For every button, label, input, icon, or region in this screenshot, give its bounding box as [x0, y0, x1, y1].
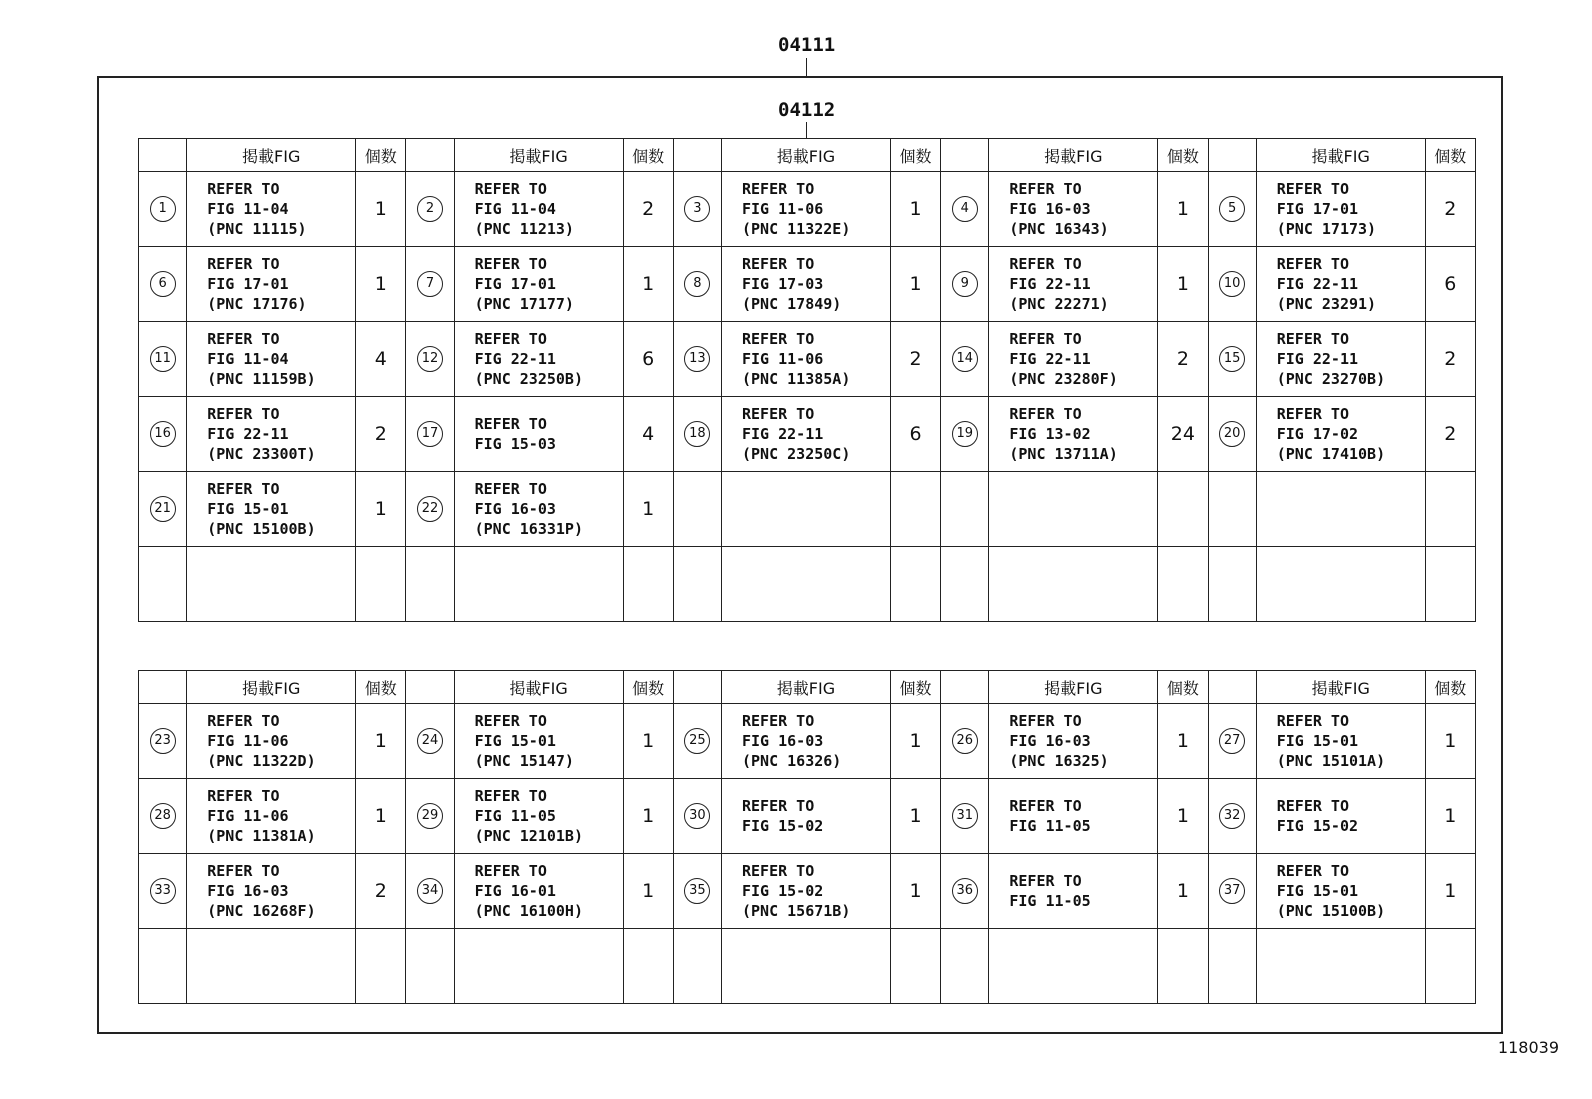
quantity-cell: 2 [1425, 397, 1475, 472]
item-number-badge: 31 [952, 803, 978, 829]
item-number-cell [139, 779, 187, 854]
figure-reference-cell [454, 547, 623, 622]
quantity-cell: 24 [1158, 397, 1208, 472]
quantity-cell [1158, 547, 1208, 622]
item-number-cell [1208, 172, 1256, 247]
item-number-badge: 15 [1219, 346, 1245, 372]
figure-reference-cell: REFER TO FIG 11-06 (PNC 11322D) [187, 704, 356, 779]
item-number-cell [941, 472, 989, 547]
reference-table-upper [138, 138, 1476, 622]
item-number-cell [941, 779, 989, 854]
figure-reference-cell: REFER TO FIG 11-06 (PNC 11381A) [187, 779, 356, 854]
reference-table-lower [138, 670, 1476, 1004]
item-number-cell [673, 322, 721, 397]
quantity-cell: 1 [1425, 854, 1475, 929]
figure-reference-cell: REFER TO FIG 15-01 (PNC 15147) [454, 704, 623, 779]
item-number-cell [1208, 547, 1256, 622]
quantity-cell: 6 [623, 322, 673, 397]
item-number-cell [673, 854, 721, 929]
figure-reference-cell: REFER TO FIG 22-11 (PNC 23250C) [722, 397, 891, 472]
table-row [139, 779, 1476, 854]
item-number-cell [673, 779, 721, 854]
table-row [139, 472, 1476, 547]
item-number-cell [941, 704, 989, 779]
item-number-cell [941, 247, 989, 322]
figure-reference-cell: REFER TO FIG 11-04 (PNC 11213) [454, 172, 623, 247]
item-number-badge: 1 [150, 196, 176, 222]
quantity-cell [1158, 929, 1208, 1004]
quantity-cell: 2 [623, 172, 673, 247]
quantity-cell [1425, 929, 1475, 1004]
item-number-badge: 21 [150, 496, 176, 522]
item-number-cell [139, 929, 187, 1004]
figure-reference-cell: REFER TO FIG 22-11 (PNC 23250B) [454, 322, 623, 397]
item-number-cell [1208, 247, 1256, 322]
header-index-cell [941, 139, 989, 172]
header-index-cell [1208, 139, 1256, 172]
quantity-cell [890, 547, 940, 622]
item-number-cell [406, 172, 454, 247]
item-number-badge: 10 [1219, 271, 1245, 297]
header-fig: 掲載FIG [187, 139, 356, 172]
item-number-cell [1208, 472, 1256, 547]
table-row [139, 397, 1476, 472]
quantity-cell: 2 [356, 854, 406, 929]
item-number-badge: 22 [417, 496, 443, 522]
quantity-cell: 1 [623, 472, 673, 547]
quantity-cell: 1 [890, 704, 940, 779]
quantity-cell: 1 [1158, 247, 1208, 322]
table-row [139, 854, 1476, 929]
item-number-badge: 20 [1219, 421, 1245, 447]
item-number-cell [941, 929, 989, 1004]
figure-reference-cell [454, 929, 623, 1004]
header-fig: 掲載FIG [1256, 139, 1425, 172]
quantity-cell [1158, 472, 1208, 547]
quantity-cell: 2 [1158, 322, 1208, 397]
figure-reference-cell: REFER TO FIG 16-03 (PNC 16326) [722, 704, 891, 779]
quantity-cell: 1 [356, 172, 406, 247]
header-index-cell [673, 139, 721, 172]
item-number-badge: 2 [417, 196, 443, 222]
outer-leader-line [806, 58, 807, 76]
quantity-cell: 1 [356, 704, 406, 779]
figure-reference-cell: REFER TO FIG 15-02 [1256, 779, 1425, 854]
quantity-cell: 2 [890, 322, 940, 397]
quantity-cell: 1 [890, 854, 940, 929]
quantity-cell: 1 [890, 247, 940, 322]
header-qty: 個数 [890, 671, 940, 704]
quantity-cell [623, 547, 673, 622]
figure-reference-cell [989, 472, 1158, 547]
figure-reference-cell: REFER TO FIG 22-11 (PNC 23300T) [187, 397, 356, 472]
quantity-cell: 1 [623, 247, 673, 322]
item-number-cell [406, 397, 454, 472]
item-number-cell [1208, 854, 1256, 929]
item-number-cell [406, 472, 454, 547]
header-qty: 個数 [1158, 671, 1208, 704]
item-number-badge: 25 [684, 728, 710, 754]
item-number-badge: 14 [952, 346, 978, 372]
item-number-cell [941, 854, 989, 929]
item-number-cell [1208, 397, 1256, 472]
item-number-cell [139, 854, 187, 929]
item-number-badge: 7 [417, 271, 443, 297]
figure-reference-cell: REFER TO FIG 22-11 (PNC 23270B) [1256, 322, 1425, 397]
item-number-badge: 16 [150, 421, 176, 447]
table-header-row [139, 671, 1476, 704]
item-number-cell [941, 322, 989, 397]
item-number-badge: 26 [952, 728, 978, 754]
figure-reference-cell: REFER TO FIG 16-01 (PNC 16100H) [454, 854, 623, 929]
quantity-cell: 1 [623, 779, 673, 854]
item-number-cell [1208, 322, 1256, 397]
table-row [139, 172, 1476, 247]
header-qty: 個数 [623, 139, 673, 172]
figure-reference-cell [1256, 472, 1425, 547]
inner-group-label: 04112 [778, 99, 836, 121]
header-qty: 個数 [356, 671, 406, 704]
figure-reference-cell: REFER TO FIG 16-03 (PNC 16331P) [454, 472, 623, 547]
item-number-badge: 5 [1219, 196, 1245, 222]
item-number-cell [406, 854, 454, 929]
figure-reference-cell [1256, 929, 1425, 1004]
figure-reference-cell [722, 472, 891, 547]
item-number-badge: 12 [417, 346, 443, 372]
figure-reference-cell: REFER TO FIG 11-05 [989, 779, 1158, 854]
figure-reference-cell: REFER TO FIG 11-04 (PNC 11159B) [187, 322, 356, 397]
outer-group-label: 04111 [778, 34, 836, 56]
header-index-cell [406, 139, 454, 172]
item-number-badge: 35 [684, 878, 710, 904]
header-qty: 個数 [1425, 671, 1475, 704]
header-index-cell [139, 671, 187, 704]
figure-reference-cell: REFER TO FIG 15-03 [454, 397, 623, 472]
item-number-cell [673, 547, 721, 622]
figure-reference-cell [989, 547, 1158, 622]
quantity-cell: 6 [890, 397, 940, 472]
quantity-cell: 1 [356, 247, 406, 322]
table-row [139, 247, 1476, 322]
item-number-badge: 23 [150, 728, 176, 754]
figure-reference-cell: REFER TO FIG 13-02 (PNC 13711A) [989, 397, 1158, 472]
header-qty: 個数 [356, 139, 406, 172]
header-fig: 掲載FIG [722, 671, 891, 704]
item-number-cell [673, 397, 721, 472]
item-number-badge: 34 [417, 878, 443, 904]
quantity-cell: 2 [1425, 172, 1475, 247]
table-row [139, 547, 1476, 622]
item-number-cell [406, 247, 454, 322]
quantity-cell: 1 [356, 779, 406, 854]
item-number-cell [139, 172, 187, 247]
figure-reference-cell: REFER TO FIG 15-01 (PNC 15101A) [1256, 704, 1425, 779]
table-row [139, 929, 1476, 1004]
item-number-badge: 13 [684, 346, 710, 372]
figure-reference-cell: REFER TO FIG 22-11 (PNC 23291) [1256, 247, 1425, 322]
header-fig: 掲載FIG [989, 139, 1158, 172]
header-index-cell [139, 139, 187, 172]
item-number-cell [1208, 929, 1256, 1004]
item-number-badge: 37 [1219, 878, 1245, 904]
quantity-cell: 1 [890, 172, 940, 247]
item-number-badge: 3 [684, 196, 710, 222]
header-fig: 掲載FIG [722, 139, 891, 172]
header-index-cell [941, 671, 989, 704]
item-number-badge: 29 [417, 803, 443, 829]
header-fig: 掲載FIG [187, 671, 356, 704]
figure-reference-cell: REFER TO FIG 15-01 (PNC 15100B) [1256, 854, 1425, 929]
table-row [139, 322, 1476, 397]
header-index-cell [1208, 671, 1256, 704]
header-fig: 掲載FIG [989, 671, 1158, 704]
item-number-cell [1208, 779, 1256, 854]
quantity-cell: 2 [1425, 322, 1475, 397]
header-qty: 個数 [890, 139, 940, 172]
item-number-cell [1208, 704, 1256, 779]
item-number-cell [139, 397, 187, 472]
item-number-cell [406, 704, 454, 779]
figure-reference-cell: REFER TO FIG 11-06 (PNC 11322E) [722, 172, 891, 247]
figure-reference-cell: REFER TO FIG 16-03 (PNC 16343) [989, 172, 1158, 247]
quantity-cell [356, 547, 406, 622]
item-number-badge: 4 [952, 196, 978, 222]
item-number-cell [139, 704, 187, 779]
quantity-cell: 1 [1158, 704, 1208, 779]
item-number-badge: 17 [417, 421, 443, 447]
quantity-cell [1425, 472, 1475, 547]
quantity-cell [890, 472, 940, 547]
figure-reference-cell: REFER TO FIG 11-04 (PNC 11115) [187, 172, 356, 247]
figure-reference-cell: REFER TO FIG 16-03 (PNC 16268F) [187, 854, 356, 929]
quantity-cell: 1 [1158, 779, 1208, 854]
quantity-cell [1425, 547, 1475, 622]
figure-reference-cell: REFER TO FIG 17-02 (PNC 17410B) [1256, 397, 1425, 472]
figure-reference-cell [1256, 547, 1425, 622]
figure-reference-cell: REFER TO FIG 17-01 (PNC 17176) [187, 247, 356, 322]
item-number-cell [406, 929, 454, 1004]
item-number-badge: 8 [684, 271, 710, 297]
figure-reference-cell: REFER TO FIG 15-02 [722, 779, 891, 854]
item-number-cell [406, 547, 454, 622]
item-number-badge: 9 [952, 271, 978, 297]
figure-reference-cell: REFER TO FIG 15-01 (PNC 15100B) [187, 472, 356, 547]
figure-reference-cell [722, 547, 891, 622]
header-qty: 個数 [623, 671, 673, 704]
figure-reference-cell [187, 929, 356, 1004]
item-number-badge: 24 [417, 728, 443, 754]
item-number-cell [139, 322, 187, 397]
quantity-cell [356, 929, 406, 1004]
quantity-cell: 1 [623, 704, 673, 779]
header-fig: 掲載FIG [454, 671, 623, 704]
header-index-cell [406, 671, 454, 704]
quantity-cell: 1 [1425, 704, 1475, 779]
quantity-cell: 1 [890, 779, 940, 854]
quantity-cell: 1 [623, 854, 673, 929]
item-number-cell [673, 247, 721, 322]
item-number-cell [941, 172, 989, 247]
quantity-cell: 6 [1425, 247, 1475, 322]
item-number-cell [673, 929, 721, 1004]
header-fig: 掲載FIG [1256, 671, 1425, 704]
item-number-cell [673, 472, 721, 547]
figure-reference-cell: REFER TO FIG 17-03 (PNC 17849) [722, 247, 891, 322]
quantity-cell: 1 [1158, 854, 1208, 929]
figure-reference-cell: REFER TO FIG 11-05 [989, 854, 1158, 929]
item-number-badge: 32 [1219, 803, 1245, 829]
item-number-badge: 28 [150, 803, 176, 829]
figure-reference-cell: REFER TO FIG 22-11 (PNC 23280F) [989, 322, 1158, 397]
inner-leader-line [806, 122, 807, 138]
quantity-cell: 1 [356, 472, 406, 547]
figure-reference-cell: REFER TO FIG 22-11 (PNC 22271) [989, 247, 1158, 322]
figure-reference-cell: REFER TO FIG 17-01 (PNC 17177) [454, 247, 623, 322]
quantity-cell: 4 [356, 322, 406, 397]
item-number-cell [139, 247, 187, 322]
quantity-cell: 2 [356, 397, 406, 472]
item-number-cell [941, 547, 989, 622]
item-number-cell [139, 472, 187, 547]
figure-reference-cell [187, 547, 356, 622]
figure-reference-cell: REFER TO FIG 11-06 (PNC 11385A) [722, 322, 891, 397]
table-header-row [139, 139, 1476, 172]
item-number-badge: 19 [952, 421, 978, 447]
drawing-number: 118039 [1497, 1038, 1559, 1057]
quantity-cell: 4 [623, 397, 673, 472]
figure-reference-cell [989, 929, 1158, 1004]
item-number-badge: 18 [684, 421, 710, 447]
item-number-badge: 36 [952, 878, 978, 904]
item-number-cell [673, 704, 721, 779]
figure-reference-cell: REFER TO FIG 16-03 (PNC 16325) [989, 704, 1158, 779]
item-number-badge: 33 [150, 878, 176, 904]
item-number-cell [406, 322, 454, 397]
item-number-badge: 6 [150, 271, 176, 297]
quantity-cell [890, 929, 940, 1004]
item-number-cell [941, 397, 989, 472]
figure-reference-cell: REFER TO FIG 17-01 (PNC 17173) [1256, 172, 1425, 247]
item-number-badge: 11 [150, 346, 176, 372]
table-row [139, 704, 1476, 779]
item-number-cell [673, 172, 721, 247]
item-number-cell [139, 547, 187, 622]
figure-reference-cell [722, 929, 891, 1004]
quantity-cell: 1 [1158, 172, 1208, 247]
quantity-cell [623, 929, 673, 1004]
item-number-badge: 30 [684, 803, 710, 829]
item-number-badge: 27 [1219, 728, 1245, 754]
header-qty: 個数 [1158, 139, 1208, 172]
header-fig: 掲載FIG [454, 139, 623, 172]
header-index-cell [673, 671, 721, 704]
quantity-cell: 1 [1425, 779, 1475, 854]
header-qty: 個数 [1425, 139, 1475, 172]
figure-reference-cell: REFER TO FIG 11-05 (PNC 12101B) [454, 779, 623, 854]
figure-reference-cell: REFER TO FIG 15-02 (PNC 15671B) [722, 854, 891, 929]
item-number-cell [406, 779, 454, 854]
